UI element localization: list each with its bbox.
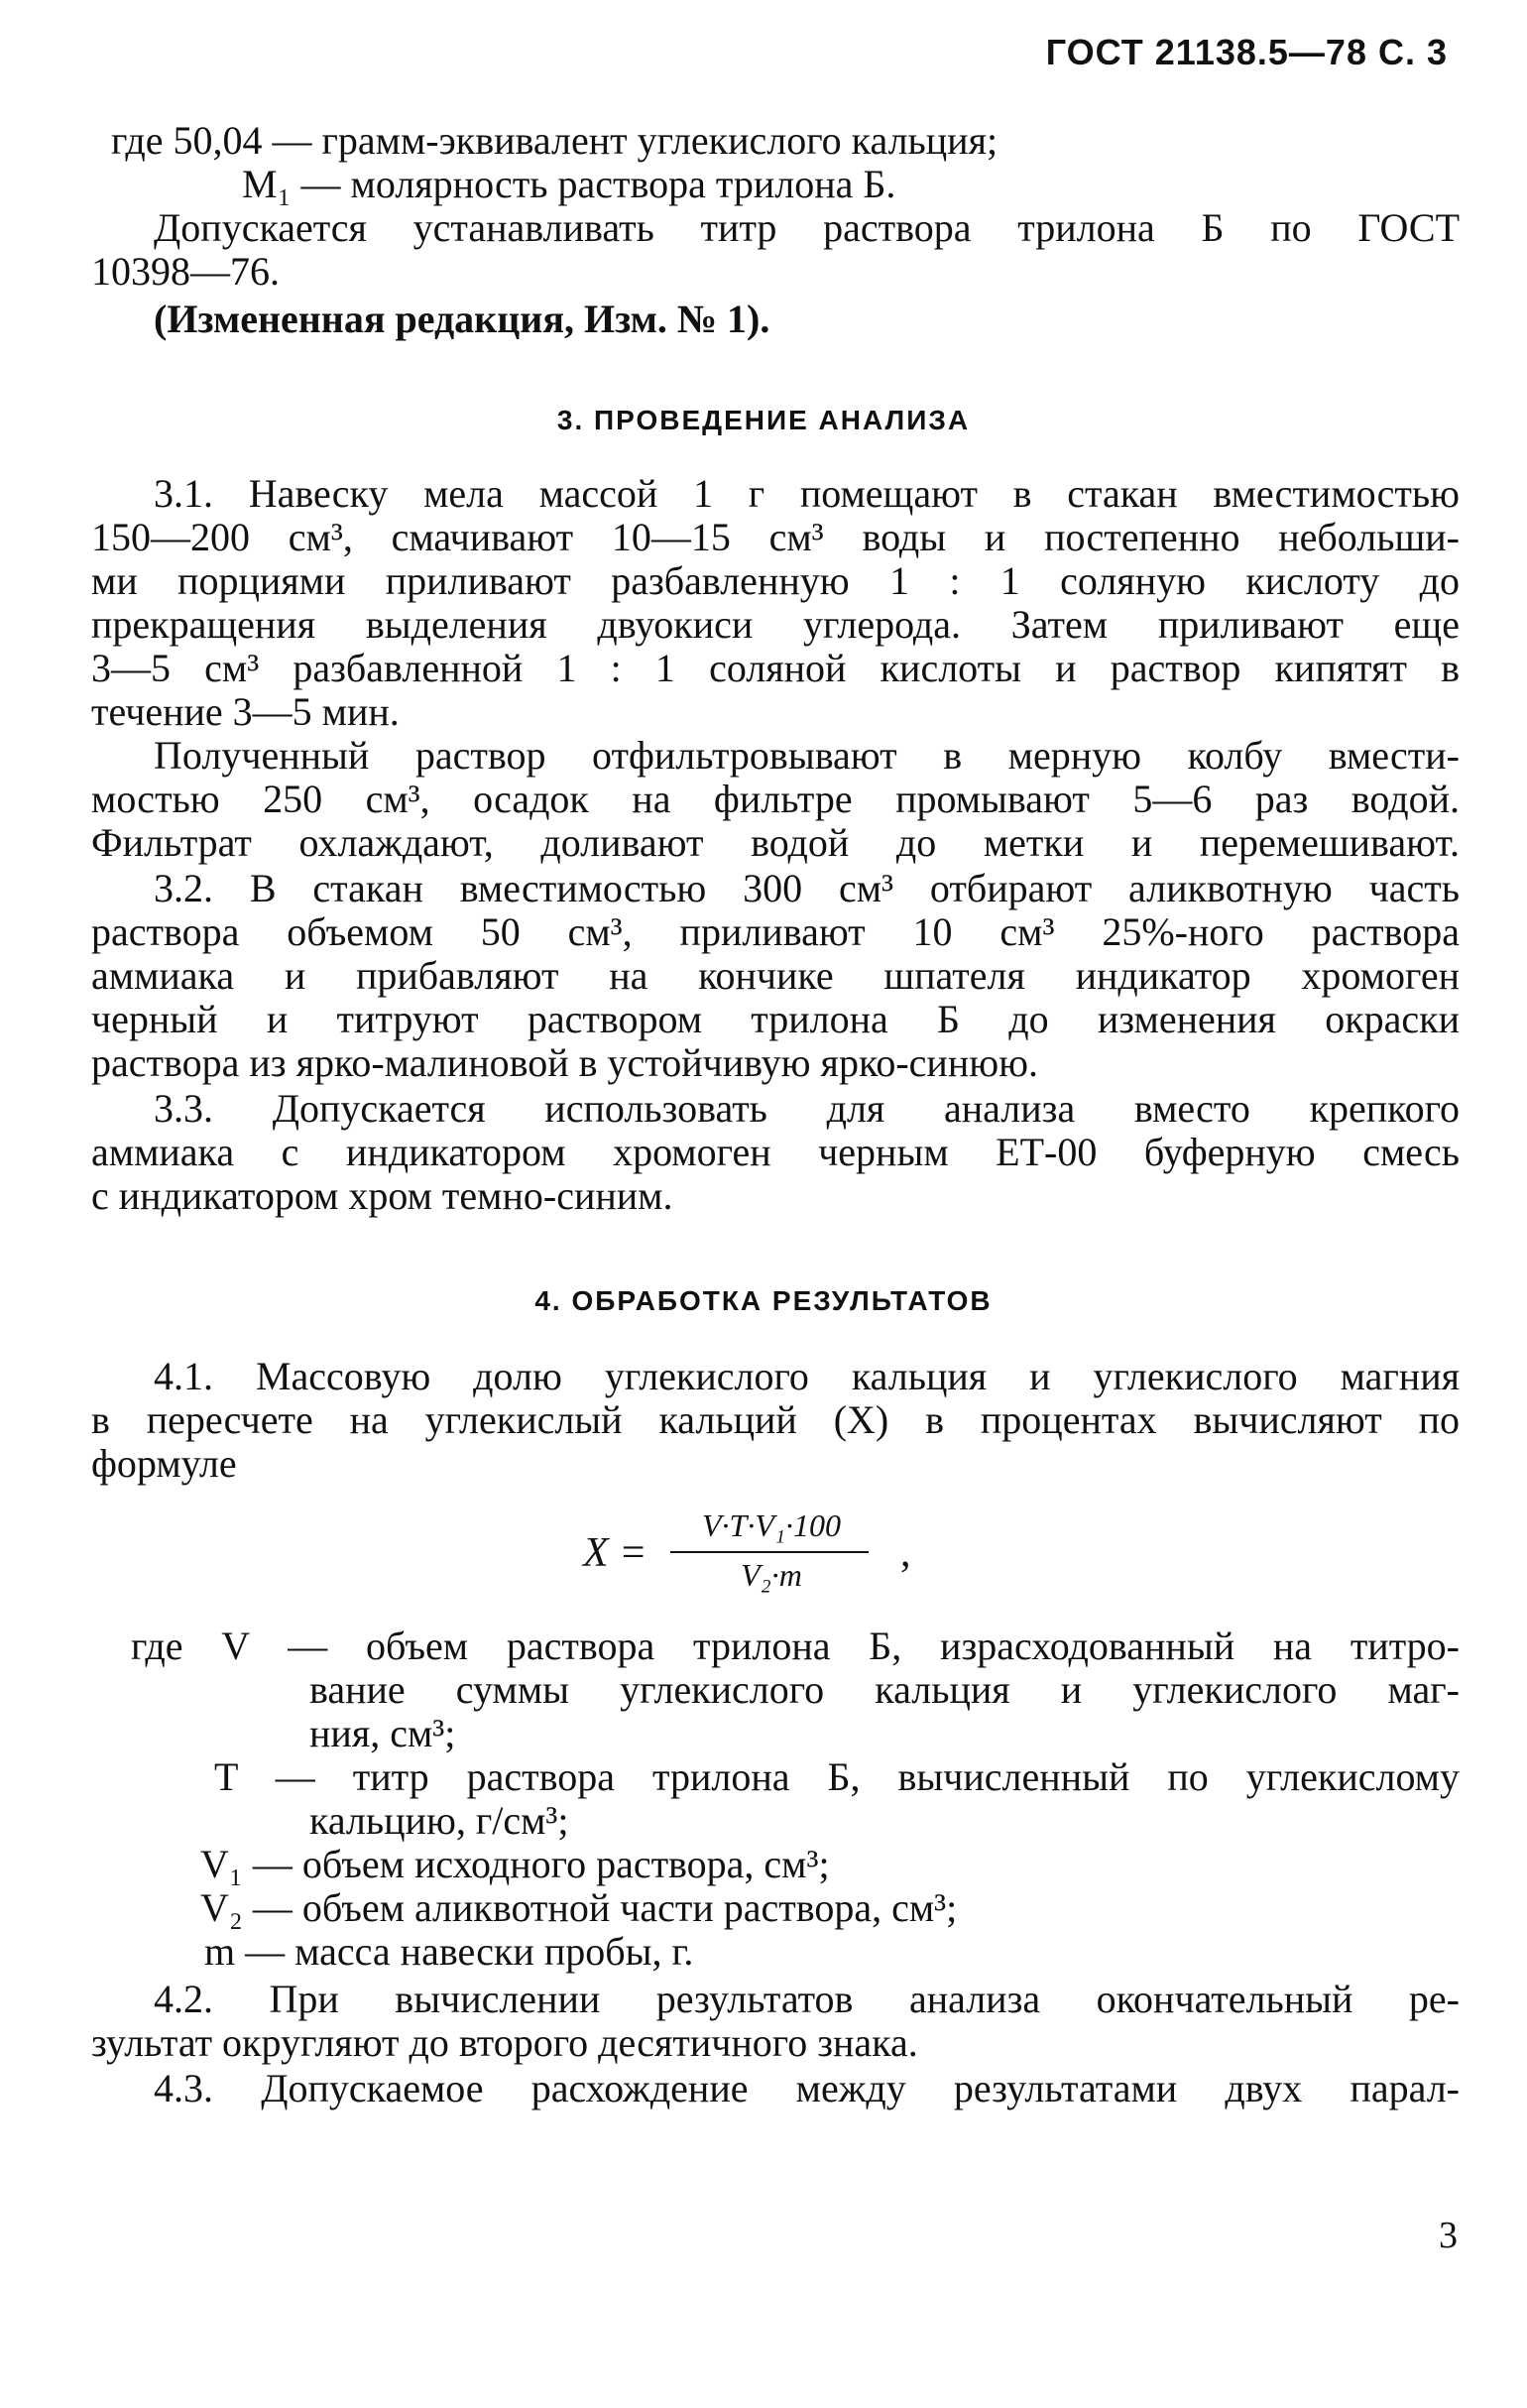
text-line: 3.2. В стакан вместимостью 300 см³ отбирают аликвотную часть bbox=[154, 866, 1460, 910]
formula bbox=[583, 1507, 940, 1597]
definition-line: V₁ — объем исходного раствора, см³; bbox=[200, 1842, 830, 1886]
text-line: Полученный раствор отфильтровывают в мерную колбу вмести- bbox=[154, 733, 1460, 778]
text-line: 3.1. Навеску мела массой 1 г помещают в стакан вместимостью bbox=[154, 471, 1460, 516]
definition-line: где V — объем раствора трилона Б, израсходованный на титро- bbox=[131, 1624, 1460, 1668]
section-3-title: 3. ПРОВЕДЕНИЕ АНАЛИЗА bbox=[556, 405, 971, 435]
text-line: где 50,04 — грамм-эквивалент углекислого кальция; bbox=[111, 118, 998, 163]
text-line: 4.1. Массовую долю углекислого кальция и углекислого магния bbox=[154, 1354, 1460, 1398]
formula-denominator: V₂·m bbox=[741, 1557, 802, 1593]
text-line: прекращения выделения двуокиси углерода. Затем приливают еще bbox=[91, 602, 1460, 647]
text-line: Фильтрат охлаждают, доливают водой до метки и перемешивают. bbox=[91, 820, 1460, 865]
text-line: Допускается устанавливать титр раствора трилона Б по ГОСТ bbox=[154, 205, 1460, 250]
definition-line: кальцию, г/см³; bbox=[309, 1798, 569, 1843]
definition-line: T — титр раствора трилона Б, вычисленный по углекислому bbox=[214, 1754, 1460, 1799]
amendment-note: (Измененная редакция, Изм. № 1). bbox=[154, 297, 770, 341]
text-line: формуле bbox=[91, 1441, 237, 1486]
text-line: 3—5 см³ разбавленной 1 : 1 соляной кислоты и раствор кипятят в bbox=[91, 646, 1460, 690]
page-number: 3 bbox=[1439, 2215, 1458, 2256]
text-line: аммиака и прибавляют на кончике шпателя индикатор хромоген bbox=[91, 953, 1460, 998]
formula-lhs: X = bbox=[583, 1530, 647, 1576]
page-header: ГОСТ 21138.5—78 С. 3 bbox=[1045, 32, 1448, 72]
text-line: ми порциями приливают разбавленную 1 : 1 соляную кислоту до bbox=[91, 558, 1460, 603]
section-4-title: 4. ОБРАБОТКА РЕЗУЛЬТАТОВ bbox=[534, 1285, 993, 1316]
fraction-bar bbox=[670, 1551, 869, 1553]
definition-line: m — масса навески пробы, г. bbox=[204, 1929, 694, 1974]
text-line: зультат округляют до второго десятичного знака. bbox=[91, 2020, 918, 2065]
text-line: аммиака с индикатором хромоген черным ЕТ-00 буферную смесь bbox=[91, 1130, 1460, 1174]
text-line: 4.2. При вычислении результатов анализа окончательный ре- bbox=[154, 1977, 1460, 2021]
text-line: в пересчете на углекислый кальций (X) в процентах вычисляют по bbox=[91, 1397, 1460, 1442]
text-line: 3.3. Допускается использовать для анализа вместо крепкого bbox=[154, 1086, 1460, 1131]
text-line: течение 3—5 мин. bbox=[91, 689, 400, 734]
text-line: M₁ — молярность раствора трилона Б. bbox=[242, 162, 896, 206]
definition-line: V₂ — объем аликвотной части раствора, см³; bbox=[200, 1885, 958, 1930]
text-line: раствора объемом 50 см³, приливают 10 см³ 25%-ного раствора bbox=[91, 909, 1460, 954]
formula-numerator: V·T·V₁·100 bbox=[701, 1507, 841, 1543]
definition-line: вание суммы углекислого кальция и углекислого маг- bbox=[309, 1667, 1460, 1712]
text-line: 4.3. Допускаемое расхождение между результатами двух парал- bbox=[154, 2066, 1460, 2110]
definition-line: ния, см³; bbox=[309, 1711, 456, 1755]
text-line: 150—200 см³, смачивают 10—15 см³ воды и постепенно небольши- bbox=[91, 515, 1460, 559]
text-line: черный и титруют раствором трилона Б до изменения окраски bbox=[91, 997, 1460, 1041]
formula-comma: , bbox=[900, 1530, 911, 1576]
text-line: с индикатором хром темно-синим. bbox=[91, 1173, 673, 1218]
text-line: 10398—76. bbox=[91, 249, 280, 294]
text-line: мостью 250 см³, осадок на фильтре промывают 5—6 раз водой. bbox=[91, 777, 1460, 821]
text-line: раствора из ярко-малиновой в устойчивую ярко-синюю. bbox=[91, 1040, 1038, 1085]
